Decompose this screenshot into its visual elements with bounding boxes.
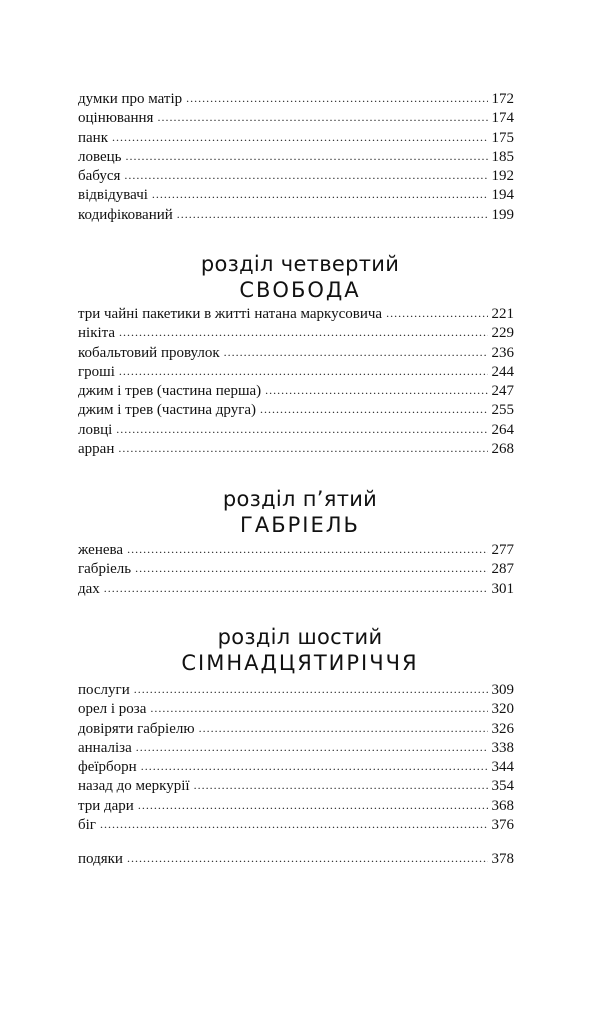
toc-entry xyxy=(78,344,514,363)
leader-dots xyxy=(224,343,488,362)
toc-entry-title: феїрборн xyxy=(78,759,137,776)
toc-entry xyxy=(78,186,514,205)
section-label: розділ четвертий xyxy=(200,252,400,276)
section-heading-part5 xyxy=(0,486,600,538)
leader-dots xyxy=(134,680,488,699)
leader-dots xyxy=(100,815,488,834)
toc-entry-page: 192 xyxy=(491,168,514,185)
toc-entry-page: 229 xyxy=(491,325,514,342)
toc-entry xyxy=(78,816,514,835)
toc-entry xyxy=(78,421,514,440)
leader-dots xyxy=(127,540,487,559)
leader-dots xyxy=(150,699,487,718)
toc-entry-title: послуги xyxy=(78,682,130,698)
toc-entry-page: 236 xyxy=(491,344,514,361)
toc-entry-page: 174 xyxy=(491,110,514,127)
leader-dots xyxy=(386,304,487,323)
leader-dots xyxy=(104,579,488,598)
toc-entry-page: 338 xyxy=(491,739,514,756)
toc-entry-page: 309 xyxy=(491,682,514,698)
toc-entry xyxy=(78,739,514,758)
toc-entry-title: назад до меркурії xyxy=(78,778,190,795)
toc-entry xyxy=(78,382,514,401)
toc-entry-title: джим і трев (частина друга) xyxy=(78,402,257,419)
leader-dots xyxy=(135,559,487,578)
toc-entry-title: три дари xyxy=(78,797,134,814)
toc-entry-page: 244 xyxy=(491,363,514,380)
toc-entry-title: арран xyxy=(78,441,115,458)
leader-dots xyxy=(124,166,487,185)
toc-entry-page: 376 xyxy=(491,817,514,834)
section-title: ГАБРІЕЛЬ xyxy=(240,513,360,537)
toc-entry-page: 326 xyxy=(491,720,514,737)
toc-entry xyxy=(78,305,514,324)
toc-entry-page: 287 xyxy=(491,561,514,578)
toc-entry-page: 199 xyxy=(491,206,514,223)
leader-dots xyxy=(157,108,487,127)
toc-entry xyxy=(78,129,514,148)
toc-entry-page: 368 xyxy=(491,797,514,814)
toc-entry-title: женева xyxy=(78,542,124,558)
toc-entry-title: нікіта xyxy=(78,325,116,342)
toc-entry-title: ловці xyxy=(78,421,113,438)
section-label: розділ п’ятий xyxy=(222,487,378,511)
toc-entry-page: 301 xyxy=(491,580,514,597)
section-label: розділ шостий xyxy=(217,625,383,649)
toc-entry xyxy=(78,700,514,719)
toc-entry-page: 268 xyxy=(491,441,514,458)
toc-entry xyxy=(78,167,514,186)
toc-list-part6 xyxy=(78,681,514,835)
toc-list-part4 xyxy=(78,305,514,459)
toc-entry xyxy=(78,777,514,796)
toc-entry-page: 185 xyxy=(491,148,514,165)
section-heading-part4 xyxy=(0,251,600,303)
toc-entry-page: 175 xyxy=(491,129,514,146)
toc-entry-title: біг xyxy=(78,817,96,834)
toc-entry-title: панк xyxy=(78,129,108,146)
toc-entry-title: ловець xyxy=(78,148,122,165)
toc-entry-page: 172 xyxy=(491,91,514,107)
toc-entry-page: 354 xyxy=(491,778,514,795)
leader-dots xyxy=(136,738,488,757)
leader-dots xyxy=(186,89,487,108)
toc-entry xyxy=(78,440,514,459)
toc-entry-acknowledgements xyxy=(78,850,514,869)
toc-entry-page: 344 xyxy=(491,759,514,776)
toc-entry-title: анналіза xyxy=(78,739,132,756)
leader-dots xyxy=(138,796,488,815)
toc-entry-title: кодифікований xyxy=(78,206,173,223)
toc-entry-page: 277 xyxy=(491,542,514,558)
toc-entry-page: 221 xyxy=(491,306,514,322)
leader-dots xyxy=(126,147,488,166)
toc-list-acknowledgements xyxy=(78,850,514,869)
section-heading-part6 xyxy=(0,624,600,676)
toc-list-part3 xyxy=(78,90,514,225)
toc-entry xyxy=(78,758,514,777)
leader-dots xyxy=(116,420,487,439)
toc-entry xyxy=(78,90,514,109)
section-title: СВОБОДА xyxy=(239,278,361,302)
toc-entry xyxy=(78,401,514,420)
toc-entry-page: 320 xyxy=(491,701,514,718)
toc-entry xyxy=(78,797,514,816)
toc-entry-page: 194 xyxy=(491,187,514,204)
toc-entry xyxy=(78,541,514,560)
toc-entry xyxy=(78,720,514,739)
toc-entry-title: габріель xyxy=(78,561,132,578)
leader-dots xyxy=(199,719,488,738)
toc-entry xyxy=(78,580,514,599)
toc-entry xyxy=(78,324,514,343)
leader-dots xyxy=(127,849,488,868)
leader-dots xyxy=(119,323,487,342)
toc-entry-page: 378 xyxy=(491,851,514,867)
toc-entry-title: бабуся xyxy=(78,168,121,185)
toc-entry xyxy=(78,560,514,579)
toc-entry-page: 264 xyxy=(491,421,514,438)
toc-entry-title: подяки xyxy=(78,851,123,867)
toc-entry xyxy=(78,109,514,128)
toc-entry-title: кобальтовий провулок xyxy=(78,344,220,361)
toc-entry-page: 247 xyxy=(491,383,514,400)
leader-dots xyxy=(152,185,488,204)
leader-dots xyxy=(177,205,488,224)
toc-list-part5 xyxy=(78,541,514,599)
toc-entry xyxy=(78,206,514,225)
toc-entry-title: дах xyxy=(78,580,100,597)
section-title: СІМНАДЦЯТИРІЧЧЯ xyxy=(181,651,419,675)
toc-entry-page: 255 xyxy=(491,402,514,419)
toc-entry xyxy=(78,148,514,167)
toc-entry-title: оцінювання xyxy=(78,110,154,127)
toc-entry xyxy=(78,363,514,382)
leader-dots xyxy=(194,776,488,795)
toc-entry-title: відвідувачі xyxy=(78,187,148,204)
leader-dots xyxy=(260,400,487,419)
leader-dots xyxy=(265,381,487,400)
leader-dots xyxy=(119,362,488,381)
toc-entry-title: орел і роза xyxy=(78,701,147,718)
leader-dots xyxy=(141,757,488,776)
leader-dots xyxy=(112,128,488,147)
toc-entry-title: джим і трев (частина перша) xyxy=(78,383,262,400)
toc-entry-title: гроші xyxy=(78,363,115,380)
toc-entry-title: довіряти габріелю xyxy=(78,720,195,737)
toc-entry-title: думки про матір xyxy=(78,91,183,107)
toc-entry-title: три чайні пакетики в житті натана маркусовича xyxy=(78,306,383,322)
leader-dots xyxy=(118,439,487,458)
toc-entry xyxy=(78,681,514,700)
